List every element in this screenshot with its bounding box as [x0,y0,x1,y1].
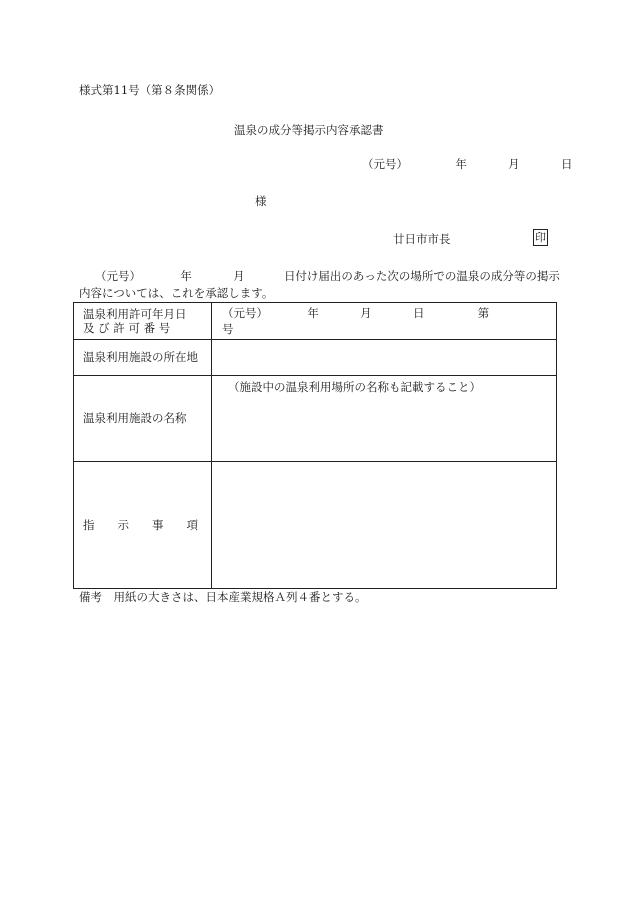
facility-name-label: 温泉利用施設の名称 [74,376,212,462]
body-line-2: 内容については、これを承認します。 [79,286,274,300]
instructions-label: 指 示 事 項 [74,462,212,589]
permit-year: 年 [307,306,319,320]
permit-month: 月 [360,306,372,320]
table-row-facility-name [74,376,557,462]
location-label: 温泉利用施設の所在地 [74,340,212,376]
table-row-permit [74,303,557,340]
addressee-honorific: 様 [255,194,267,208]
permit-era: （元号） [222,306,268,320]
issue-date-day: 日 [560,157,573,171]
issue-date [362,156,572,172]
permit-label-b: 及 び 許 可 番 号 [83,321,171,335]
permit-value-cell [212,303,557,340]
permit-day: 日 [412,306,425,320]
body-line-1 [95,268,560,284]
permit-number-prefix: 第 [477,306,490,320]
permit-label-a: 温泉利用許可年月日 [83,307,187,321]
body-text: 日付け届出のあった次の場所での温泉の成分等の掲示 [283,269,560,283]
document-title: 温泉の成分等掲示内容承認書 [234,123,384,137]
permit-number-suffix: 号 [222,322,234,336]
table-row-location [74,340,557,376]
form-number: 様式第11号（第８条関係） [79,83,221,97]
instructions-value-cell [212,462,557,589]
body-era: （元号） [95,269,141,283]
table-row-instructions [74,462,557,589]
seal-mark: 印 [535,231,546,244]
body-month: 月 [233,269,245,283]
footnote: 備考 用紙の大きさは、日本産業規格Ａ列４番とする。 [79,590,367,604]
facility-name-note: （施設中の温泉利用場所の名称も記載すること） [212,376,557,462]
issuer-name: 廿日市市長 [393,232,451,246]
issue-date-month: 月 [508,157,520,171]
approval-table [73,302,557,589]
location-value-cell [212,340,557,376]
body-year: 年 [180,269,192,283]
permit-label-cell [74,303,212,340]
issue-date-era: （元号） [362,157,408,171]
issue-date-year: 年 [455,157,467,171]
